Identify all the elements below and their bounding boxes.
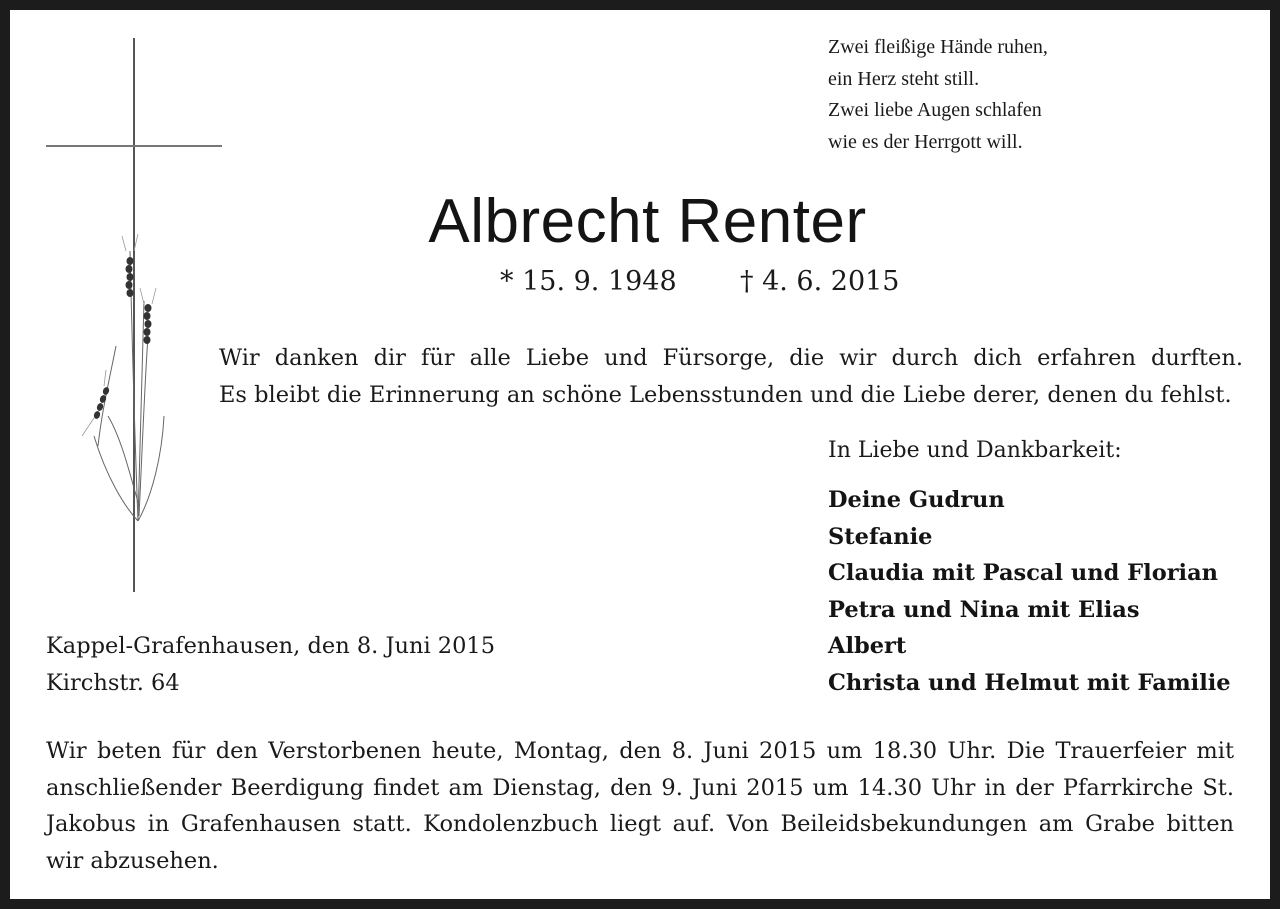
service-line: anschließender Beerdigung findet am Dienstag, den 9. Juni 2015 um 14.30 Uhr in der Pfarrkirche St. (46, 774, 1234, 801)
death-date: † 4. 6. 2015 (740, 266, 900, 297)
mourners-list (828, 482, 1231, 701)
mourner-name: Stefanie (828, 523, 933, 550)
deceased-name: Albrecht Renter (428, 187, 867, 256)
birth-date: * 15. 9. 1948 (500, 266, 677, 297)
obituary-notice (10, 10, 1270, 899)
service-line: Wir beten für den Verstorbenen heute, Montag, den 8. Juni 2015 um 18.30 Uhr. Die Trauerfeier mit (46, 738, 1234, 764)
mourner-name: Claudia mit Pascal und Florian (828, 560, 1219, 586)
thanks-line: Es bleibt die Erinnerung an schöne Lebensstunden und die Liebe derer, denen du fehlst. (219, 382, 1232, 408)
poem-line: Zwei fleißige Hände ruhen, (828, 36, 1048, 58)
service-line: wir abzusehen. (46, 847, 219, 874)
service-line: Jakobus in Grafenhausen statt. Kondolenzbuch liegt auf. Von Beileidsbekundungen am Grabe bitten (46, 811, 1234, 837)
poem-line: ein Herz steht still. (828, 67, 980, 90)
mourners-intro: In Liebe und Dankbarkeit: (828, 438, 1122, 463)
thanks-text (219, 340, 1243, 414)
place-and-address (46, 628, 495, 702)
poem-line: Zwei liebe Augen schlafen (828, 99, 1042, 121)
poem-line: wie es der Herrgott will. (828, 130, 1023, 153)
place-date: Kappel-Grafenhausen, den 8. Juni 2015 (46, 633, 496, 659)
mourner-name: Albert (828, 633, 907, 659)
mourner-name: Petra und Nina mit Elias (828, 596, 1140, 623)
street-address: Kirchstr. 64 (46, 670, 180, 696)
cross-with-wheat-icon (44, 36, 234, 596)
mourner-name: Deine Gudrun (828, 487, 1005, 513)
service-information (46, 733, 1234, 879)
mourner-name: Christa und Helmut mit Familie (828, 669, 1231, 696)
memorial-poem (828, 32, 1048, 158)
thanks-line: Wir danken dir für alle Liebe und Fürsorge, die wir durch dich erfahren durften. (219, 345, 1243, 371)
